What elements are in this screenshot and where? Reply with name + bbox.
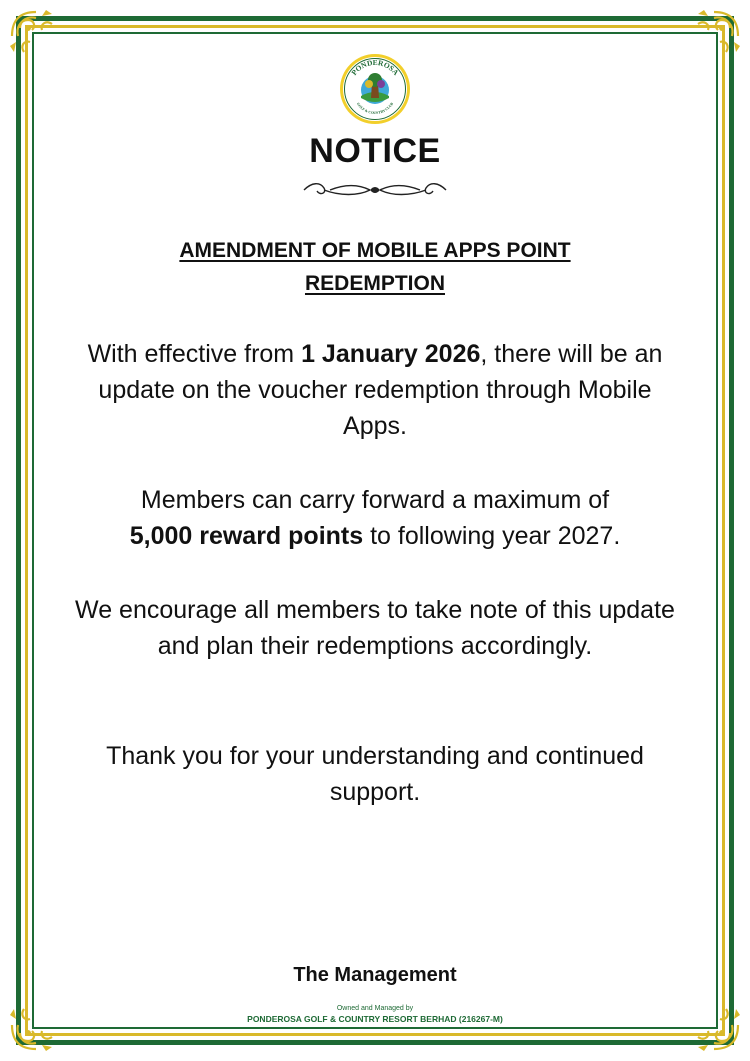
paragraph-thanks: Thank you for your understanding and continued support. — [106, 742, 644, 806]
paragraph-encourage: We encourage all members to take note of this update and plan their redemptions accordingly. — [75, 596, 675, 660]
company-name: PONDEROSA GOLF & COUNTRY RESORT BERHAD (216267-M) — [247, 1014, 503, 1024]
owned-by-label: Owned and Managed by — [336, 1005, 414, 1012]
corner-ornament-icon — [6, 6, 64, 64]
flourish-divider-icon — [300, 180, 450, 200]
notice-subject — [100, 234, 650, 300]
paragraph-effective-date: With effective from 1 January 2026, there will be an update on the voucher redemption through Mobile Apps. — [87, 340, 663, 440]
subject-line-1: AMENDMENT OF MOBILE APPS POINT — [179, 239, 571, 262]
logo-top-text: PONDEROSA — [349, 57, 401, 78]
notice-title: NOTICE — [309, 132, 441, 170]
ponderosa-logo — [338, 52, 412, 126]
logo-bottom-text: GOLF & COUNTRY CLUB — [355, 101, 395, 116]
signoff: The Management — [293, 964, 457, 986]
corner-ornament-icon — [686, 6, 744, 64]
paragraph-carry-forward: Members can carry forward a maximum of 5,000 reward points to following year 2027. — [129, 486, 621, 550]
effective-date: 1 January 2026 — [301, 340, 481, 368]
reward-points-limit: 5,000 reward points — [129, 522, 364, 550]
subject-line-2: REDEMPTION — [304, 272, 445, 295]
